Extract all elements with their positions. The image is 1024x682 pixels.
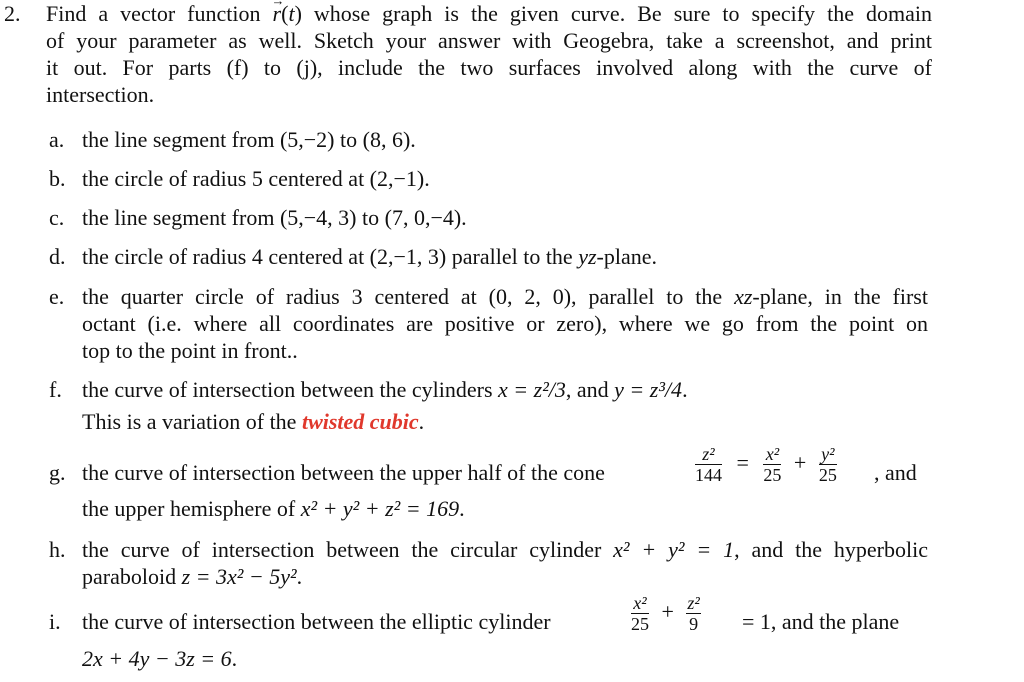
plane-yz: yz xyxy=(578,244,597,269)
cylinder-equation-2: y = z³/4 xyxy=(614,377,683,402)
intro-line-3: it out. For parts (f) to (j), include the two surfaces involved along with the curve of xyxy=(46,55,932,80)
part-i-line-1-end: = 1, and the plane xyxy=(742,609,900,634)
part-c-text: the line segment from (5,−4, 3) to (7, 0,−4). xyxy=(82,205,467,230)
part-g-label: g. xyxy=(49,460,66,485)
fraction-x2-over-25: $\frac{\text{x²}}{25}$ xyxy=(631,593,649,634)
part-e-line-3: top to the point in front.. xyxy=(82,338,298,363)
twisted-cubic-highlight: twisted cubic xyxy=(301,409,419,434)
part-b-text: the circle of radius 5 centered at (2,−1). xyxy=(82,166,430,191)
part-h-line-2: paraboloid z = 3x² − 5y². xyxy=(82,564,303,589)
part-a-label: a. xyxy=(49,127,65,152)
vector-r-symbol: → r xyxy=(273,3,282,25)
sphere-equation: x² + y² + z² = 169 xyxy=(300,496,460,521)
plane-equation: 2x + 4y − 3z = 6 xyxy=(82,646,232,671)
part-d-text: the circle of radius 4 centered at (2,−1, 3) parallel to the yz-plane. xyxy=(82,244,657,269)
part-g-line-2: the upper hemisphere of x² + y² + z² = 169. xyxy=(82,496,465,521)
problem-number: 2. xyxy=(4,1,21,26)
part-a-text: the line segment from (5,−2) to (8, 6). xyxy=(82,127,416,152)
part-h-label: h. xyxy=(49,537,66,562)
circular-cylinder-equation: x² + y² = 1 xyxy=(613,537,735,562)
part-f-line-2: This is a variation of the twisted cubic. xyxy=(82,409,425,434)
intro-line-4: intersection. xyxy=(46,82,155,107)
fraction-z2-over-9: $\frac{\text{z²}}{9}$ xyxy=(687,593,700,634)
part-c-label: c. xyxy=(49,205,65,230)
paraboloid-equation: z = 3x² − 5y² xyxy=(181,564,297,589)
fraction-x2-over-25: $\frac{\text{x²}}{25}$ xyxy=(763,444,782,485)
cone-equation: $\frac{\text{z²}}{144}$ = $\frac{\text{x²}}{25}$ + $\frac{\text{y²}}{25}$ xyxy=(695,444,837,485)
part-g-line-1-text: the curve of intersection between the upper half of the cone xyxy=(82,460,605,485)
part-f-label: f. xyxy=(49,377,62,402)
part-e-label: e. xyxy=(49,284,65,309)
cylinder-equation-1: x = z²/3 xyxy=(498,377,566,402)
part-e-line-1: the quarter circle of radius 3 centered at (0, 2, 0), parallel to the xz-plane, in the first xyxy=(82,284,928,309)
fraction-z2-over-144: $\frac{\text{z²}}{144}$ xyxy=(695,444,722,485)
part-e-line-2: octant (i.e. where all coordinates are positive or zero), where we go from the point on xyxy=(82,311,928,336)
plane-xz: xz xyxy=(734,284,753,309)
fraction-y2-over-25: $\frac{\text{y²}}{25}$ xyxy=(818,444,837,485)
intro-line-1: Find a vector function → r(t) whose graph is the given curve. Be sure to specify the domain xyxy=(46,3,932,25)
ellipse-equation: $\frac{\text{x²}}{25}$ + $\frac{\text{z²}}{9}$ xyxy=(631,593,700,634)
part-i-line-2: 2x + 4y − 3z = 6. xyxy=(82,646,238,671)
part-b-label: b. xyxy=(49,166,66,191)
part-d-label: d. xyxy=(49,244,66,269)
part-i-line-1-text: the curve of intersection between the elliptic cylinder xyxy=(82,609,551,634)
part-f-line-1: the curve of intersection between the cylinders x = z²/3, and y = z³/4. xyxy=(82,377,688,402)
part-h-line-1: the curve of intersection between the circular cylinder x² + y² = 1, and the hyperbolic xyxy=(82,537,928,562)
part-g-line-1-end: , and xyxy=(874,460,917,485)
part-i-label: i. xyxy=(49,609,61,634)
intro-line-2: of your parameter as well. Sketch your answer with Geogebra, take a screenshot, and print xyxy=(46,28,932,53)
